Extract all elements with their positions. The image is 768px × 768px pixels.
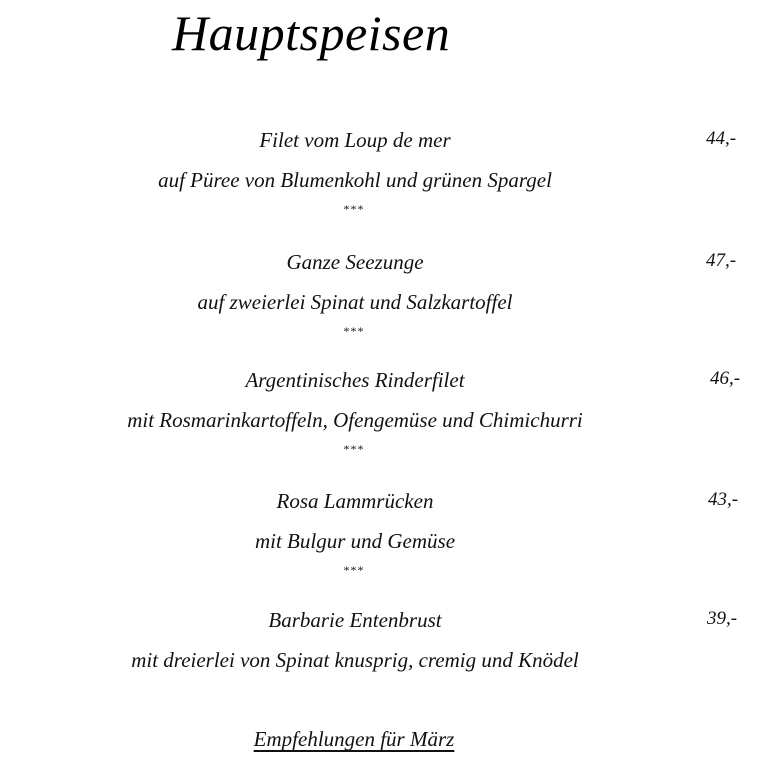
recommendation-heading: Empfehlungen für März (253, 727, 455, 751)
dish-price: 44,- (706, 128, 737, 149)
dish-name: Rosa Lammrücken (276, 489, 434, 513)
dish-description: auf Püree von Blumenkohl und grünen Spargel (158, 168, 552, 192)
dish-separator: *** (343, 324, 365, 338)
dish-description: mit dreierlei von Spinat knusprig, cremig und Knödel (131, 648, 579, 672)
dish-description: mit Rosmarinkartoffeln, Ofengemüse und Chimichurri (127, 408, 583, 432)
dish-price: 39,- (707, 608, 738, 629)
dish-name: Ganze Seezunge (286, 250, 424, 274)
dish-separator: *** (343, 442, 365, 456)
dish-description: mit Bulgur und Gemüse (254, 529, 456, 553)
dish-separator: *** (343, 563, 365, 577)
page-title: Hauptspeisen (172, 5, 451, 61)
dish-separator: *** (343, 202, 365, 216)
dish-price: 46,- (710, 368, 741, 389)
dish-price: 47,- (706, 250, 737, 271)
dish-description: auf zweierlei Spinat und Salzkartoffel (197, 290, 513, 314)
dish-name: Barbarie Entenbrust (268, 608, 442, 632)
dish-name: Filet vom Loup de mer (259, 128, 451, 152)
dish-name: Argentinisches Rinderfilet (245, 368, 465, 392)
cutoff-text (258, 762, 408, 768)
cutoff-text-fragment (258, 762, 408, 768)
dish-price: 43,- (708, 489, 739, 510)
